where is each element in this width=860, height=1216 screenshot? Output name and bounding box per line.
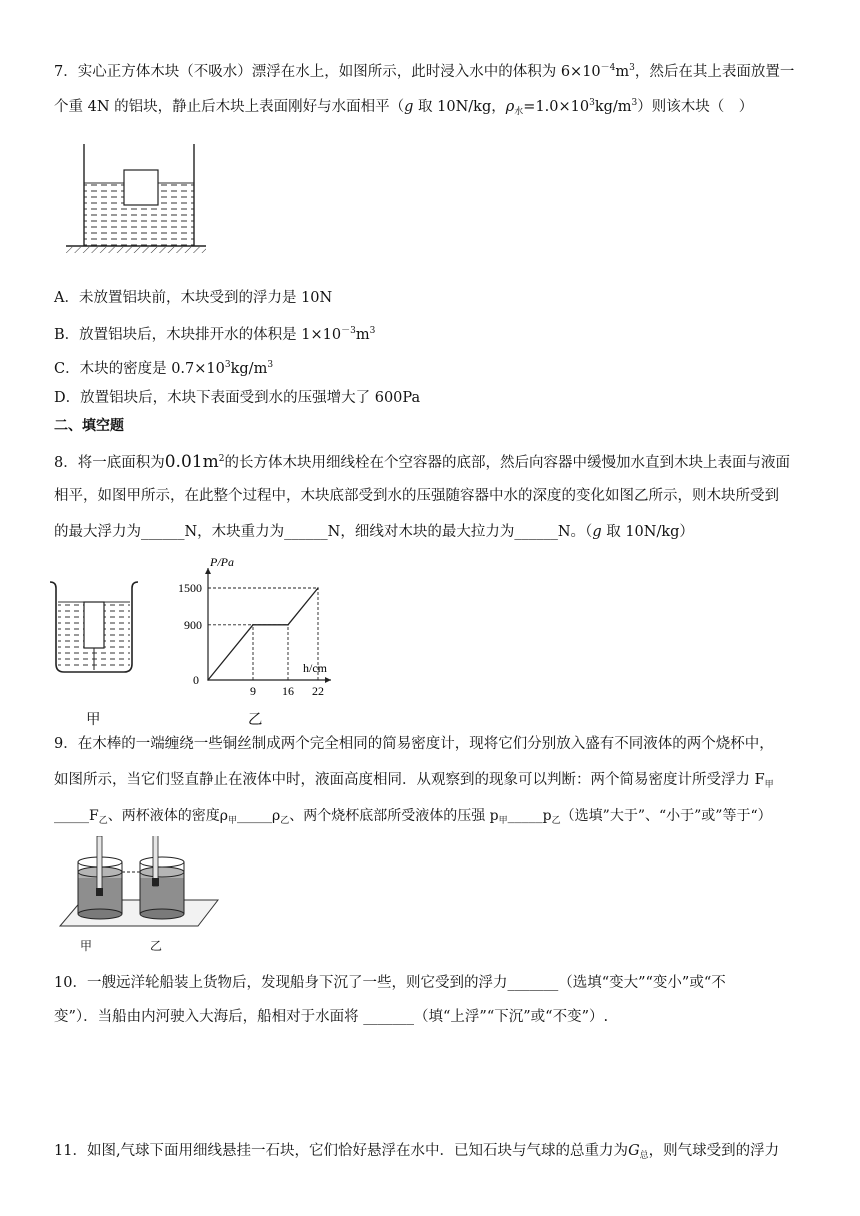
q7-stem-line1: 7．实心正方体木块（不吸水）漂浮在水上，如图所示，此时浸入水中的体积为 $6\times 10^{-4}m^3$，然后在其上表面放置一 (54, 63, 795, 80)
y-tick-label: 1500 (178, 581, 202, 595)
data-point (287, 624, 289, 626)
x-tick-label: 22 (312, 684, 324, 698)
q8-stem-line1: 8．将一底面积为$0.01m^2$的长方体木块用细线栓在个空容器的底部，然后向容器中缓慢加水直到木块上表面与液面 (54, 452, 790, 472)
q10-stem-line2: 变”）．当船由内河驶入大海后，船相对于水面将 _______（填“上浮”“下沉”或“不变”）. (54, 1009, 609, 1025)
q8-stem-line2: 相平，如图甲所示，在此整个过程中，木块底部受到水的压强随容器中水的深度的变化如图乙所示，则木块所受到 (54, 488, 779, 504)
x-tick-label: 9 (250, 684, 256, 698)
data-point (252, 624, 254, 626)
pressure-line (208, 588, 318, 680)
x-axis-label: h/cm (303, 661, 327, 675)
q10-stem-line1: 10．一艘远洋轮船装上货物后，发现船身下沉了一些，则它受到的浮力_______（选填“变大”“变小”或“不 (54, 975, 726, 991)
q9-stem-line2: 如图所示，当它们竖直静止在液体中时，液面高度相同．从观察到的现象可以判断：两个简易密度计所受浮力 $F_甲$ (54, 772, 774, 790)
q7-option-c: C．木块的密度是 $0.7\times 10^3kg/m^3$ (54, 360, 274, 377)
origin-label: 0 (193, 673, 199, 687)
q9-figure-label-right: 乙 (150, 939, 163, 953)
q11-stem-line1: 11．如图,气球下面用细线悬挂一石块，它们恰好悬浮在水中．已知石块与气球的总重力为$G_总$，则气球受到的浮力 (54, 1143, 780, 1161)
q7-option-b: B．放置铝块后，木块排开水的体积是 $1\times 10^{-3}m^3$ (54, 326, 376, 343)
q7-figure-floating-block (60, 140, 210, 256)
q8-stem-line3: 的最大浮力为______N，木块重力为______N，细线对木块的最大拉力为______N。（g 取 10N/kg） (54, 524, 694, 540)
q8-figure-left-label: 甲 (86, 712, 101, 728)
q7-stem-line2: 个重 4N 的铝块，静止后木块上表面刚好与水面相平（g 取 10N/kg，$\rho_水=1.0\times 10^3kg/m^3$）则该木块（ ） (54, 98, 754, 117)
q8-figure-right-label: 乙 (248, 712, 263, 728)
q9-figure-hydrometers (52, 836, 222, 954)
y-axis-label: P/Pa (210, 555, 234, 569)
q9-stem-line1: 9．在木棒的一端缠绕一些铜丝制成两个完全相同的简易密度计，现将它们分别放入盛有不同液体的两个烧杯中， (54, 736, 774, 752)
x-tick-label: 16 (282, 684, 294, 698)
q8-figure-beaker (46, 578, 142, 676)
section-title-fill-blank: 二、填空题 (54, 418, 124, 434)
q9-figure-label-left: 甲 (80, 939, 93, 953)
y-tick-label: 900 (184, 617, 202, 632)
data-point (207, 679, 209, 681)
q7-option-d: D．放置铝块后，木块下表面受到水的压强增大了 600Pa (54, 390, 421, 406)
q7-option-a: A．未放置铝块前，木块受到的浮力是 10N (54, 290, 333, 306)
data-point (317, 587, 319, 589)
x-axis-arrow (325, 677, 331, 683)
q8-pressure-depth-chart (168, 550, 368, 700)
q9-stem-line3: $\_\_\_\_\_F_乙$、两杯液体的密度$\rho_甲\_\_\_\_\_\rho_乙$、两个烧杯底部所受液体的压强 $p_甲\_\_\_\_\_p_乙$（选填”大于”、“小于”或”等于“） (54, 808, 772, 826)
